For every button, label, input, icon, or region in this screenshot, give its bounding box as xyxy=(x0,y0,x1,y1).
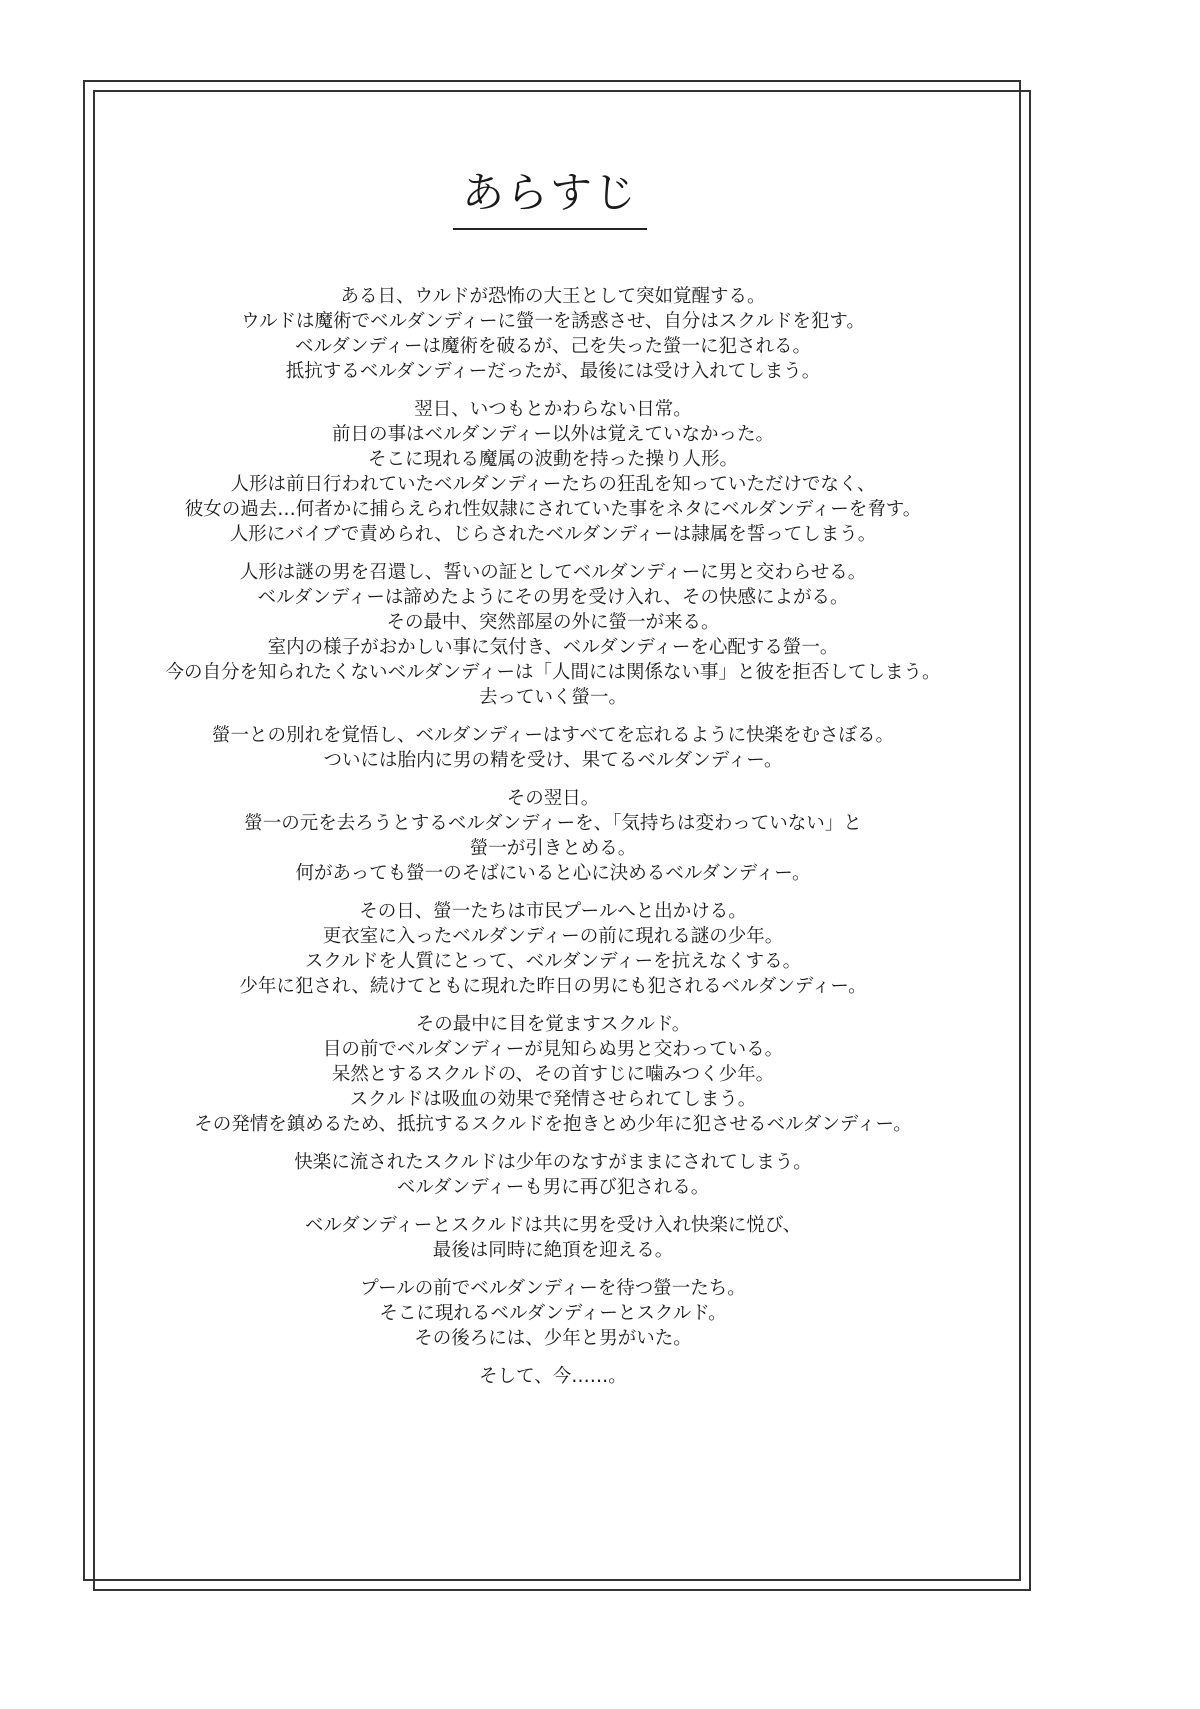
synopsis-line: 目の前でベルダンディーが見知らぬ男と交わっている。 xyxy=(322,1039,784,1060)
synopsis-line: スクルドを人質にとって、ベルダンディーを抗えなくする。 xyxy=(304,951,802,972)
synopsis-line: 何があっても螢一のそばにいると心に決めるベルダンディー。 xyxy=(295,863,811,884)
synopsis-line: ついには胎内に男の精を受け、果てるベルダンディー。 xyxy=(323,750,783,771)
page-title: あらすじ xyxy=(461,168,638,217)
synopsis-paragraph xyxy=(100,1150,1006,1200)
synopsis-line: 今の自分を知られたくないベルダンディーは「人間には関係ない事」と彼を拒否してしまう。 xyxy=(165,662,941,683)
synopsis-paragraph xyxy=(100,1364,1006,1389)
synopsis-line: ベルダンディーは魔術を破るが、己を失った螢一に犯される。 xyxy=(295,336,811,357)
synopsis-line: 螢一が引きとめる。 xyxy=(469,838,637,859)
synopsis-line: そこに現れるベルダンディーとスクルド。 xyxy=(379,1303,727,1324)
synopsis-line: 去っていく螢一。 xyxy=(478,687,627,708)
synopsis-line: 彼女の過去…何者かに捕らえられ性奴隷にされていた事をネタにベルダンディーを脅す。 xyxy=(184,499,922,520)
synopsis-body xyxy=(100,284,1006,1402)
title-underline xyxy=(453,228,647,230)
synopsis-paragraph xyxy=(100,284,1006,384)
synopsis-paragraph xyxy=(100,899,1006,999)
synopsis-paragraph xyxy=(100,786,1006,886)
synopsis-line: スクルドは吸血の効果で発情させられてしまう。 xyxy=(349,1089,757,1110)
synopsis-line: ベルダンディーは諦めたようにその男を受け入れ、その快感によがる。 xyxy=(257,587,849,608)
synopsis-line: 室内の様子がおかしい事に気付き、ベルダンディーを心配する螢一。 xyxy=(267,637,839,658)
synopsis-line: 抵抗するベルダンディーだったが、最後には受け入れてしまう。 xyxy=(285,361,821,382)
synopsis-paragraph xyxy=(100,397,1006,547)
synopsis-line: 人形にバイブで責められ、じらされたベルダンディーは隷属を誓ってしまう。 xyxy=(229,524,877,545)
synopsis-paragraph xyxy=(100,723,1006,773)
synopsis-line: その後ろには、少年と男がいた。 xyxy=(414,1328,692,1349)
synopsis-line: その最中に目を覚ますスクルド。 xyxy=(415,1014,691,1035)
synopsis-line: 最後は同時に絶頂を迎える。 xyxy=(432,1240,674,1261)
synopsis-line: 前日の事はベルダンディー以外は覚えていなかった。 xyxy=(332,424,774,445)
synopsis-line: ある日、ウルドが恐怖の大王として突如覚醒する。 xyxy=(340,286,766,307)
synopsis-line: その翌日。 xyxy=(506,788,600,809)
synopsis-line: 呆然とするスクルドの、その首すじに噛みつく少年。 xyxy=(331,1064,775,1085)
synopsis-line: 翌日、いつもとかわらない日常。 xyxy=(414,399,692,420)
synopsis-line: 人形は謎の男を召還し、誓いの証としてベルダンディーに男と交わらせる。 xyxy=(239,562,867,583)
synopsis-line: 螢一の元を去ろうとするベルダンディーを、「気持ちは変わっていない」と xyxy=(244,813,862,834)
synopsis-line: 更衣室に入ったベルダンディーの前に現れる謎の少年。 xyxy=(322,926,784,947)
synopsis-paragraph xyxy=(100,1213,1006,1263)
synopsis-paragraph xyxy=(100,1012,1006,1137)
synopsis-line: 少年に犯され、続けてともに現れた昨日の男にも犯されるベルダンディー。 xyxy=(239,976,867,997)
synopsis-line: その日、螢一たちは市民プールへと出かける。 xyxy=(359,901,747,922)
synopsis-line: その発情を鎮めるため、抵抗するスクルドを抱きとめ少年に犯させるベルダンディー。 xyxy=(194,1114,912,1135)
synopsis-paragraph xyxy=(100,1276,1006,1351)
synopsis-line: 螢一との別れを覚悟し、ベルダンディーはすべてを忘れるように快楽をむさぼる。 xyxy=(211,725,895,746)
synopsis-line: ベルダンディーも男に再び犯される。 xyxy=(396,1177,710,1198)
synopsis-line: そこに現れる魔属の波動を持った操り人形。 xyxy=(367,449,738,470)
synopsis-line: プールの前でベルダンディーを待つ螢一たち。 xyxy=(360,1278,746,1299)
synopsis-line: その最中、突然部屋の外に螢一が来る。 xyxy=(386,612,720,633)
synopsis-line: ベルダンディーとスクルドは共に男を受け入れ快楽に悦び、 xyxy=(304,1215,802,1236)
synopsis-line: そして、今……。 xyxy=(479,1366,627,1387)
synopsis-line: 快楽に流されたスクルドは少年のなすがままにされてしまう。 xyxy=(294,1152,812,1173)
synopsis-line: 人形は前日行われていたベルダンディーたちの狂乱を知っていただけでなく、 xyxy=(230,474,876,495)
synopsis-line: ウルドは魔術でベルダンディーに螢一を誘惑させ、自分はスクルドを犯す。 xyxy=(241,311,865,332)
synopsis-paragraph xyxy=(100,560,1006,710)
